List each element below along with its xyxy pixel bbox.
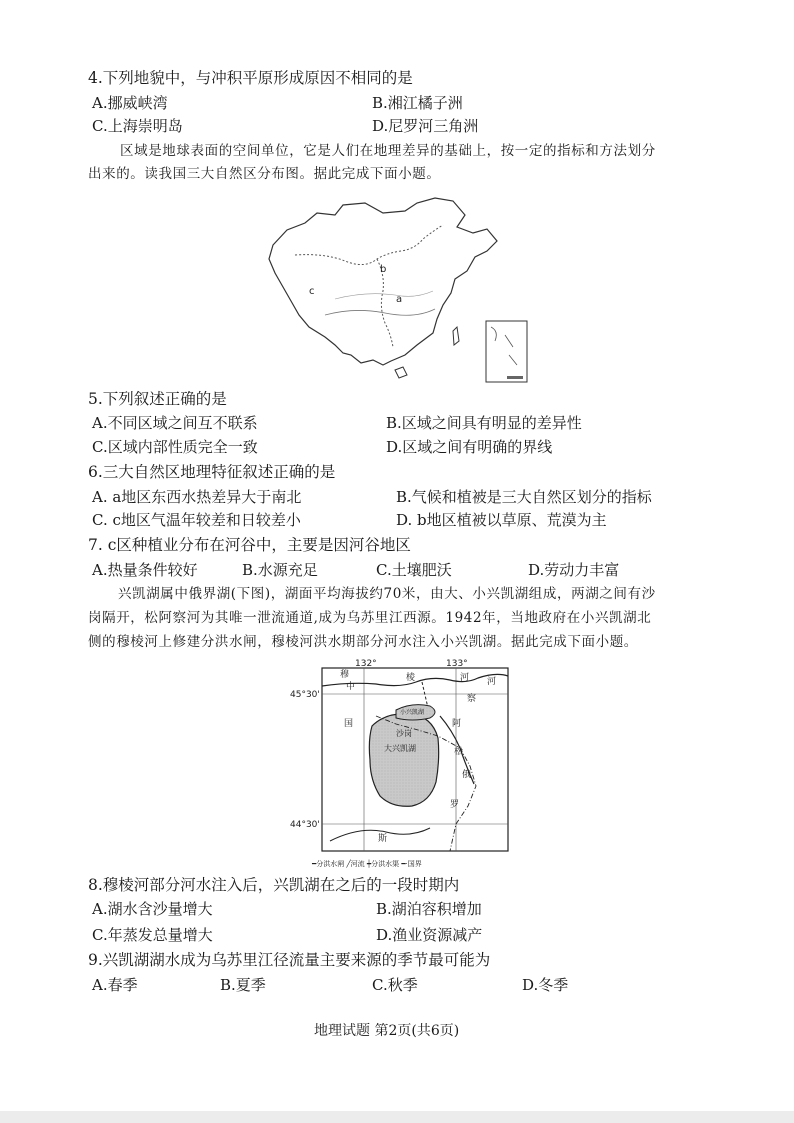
china-outline <box>269 198 497 365</box>
q6-stem: 6.三大自然区地理特征叙述正确的是 <box>88 463 336 481</box>
lat-label-4530: 45°30' <box>290 690 320 700</box>
inner-river-1 <box>325 309 435 315</box>
q6-option-c: C. c地区气温年较差和日较差小 <box>92 511 301 529</box>
inset-coastline <box>491 327 517 365</box>
lon-label-133: 133° <box>446 659 468 669</box>
map2-legend: ━分洪水闸 ╱河流 ┿分洪水渠 ━·国界 <box>312 860 422 868</box>
inner-river-2 <box>335 291 433 299</box>
passage2-line3: 侧的穆棱河上修建分洪水闸，穆棱河洪水期部分河水注入小兴凯湖。据此完成下面小题。 <box>88 634 638 650</box>
q5-option-c: C.区域内部性质完全一致 <box>92 438 258 456</box>
label-he-1: 河 <box>460 673 470 683</box>
q8-option-c: C.年蒸发总量增大 <box>92 926 213 944</box>
q4-option-b: B.湘江橘子洲 <box>372 94 463 112</box>
q6-option-d: D. b地区植被以草原、荒漠为主 <box>396 511 607 529</box>
q8-option-a: A.湖水含沙量增大 <box>92 900 213 918</box>
label-cha: 察 <box>467 694 477 704</box>
label-shagang: 沙岗 <box>396 729 412 738</box>
q7-option-a: A.热量条件较好 <box>92 561 198 579</box>
label-xiao-xingkai: 小兴凯湖 <box>400 709 425 716</box>
q6-option-b: B.气候和植被是三大自然区划分的指标 <box>396 488 652 506</box>
region-boundary-north <box>295 225 443 265</box>
passage2-line2: 岗隔开，松阿察河为其唯一泄流通道,成为乌苏里江西源。1942年，当地政府在小兴凯湖北 <box>88 610 652 626</box>
q5-option-d: D.区域之间有明确的界线 <box>386 438 553 456</box>
q7-option-b: B.水源充足 <box>242 561 318 579</box>
taiwan-island <box>453 327 459 345</box>
label-da-xingkai: 大兴凯湖 <box>384 744 416 753</box>
south-china-sea-inset <box>486 321 527 382</box>
label-a: 阿 <box>452 719 462 729</box>
q4-stem: 4.下列地貌中，与冲积平原形成原因不相同的是 <box>88 69 413 87</box>
q9-option-a: A.春季 <box>92 976 138 994</box>
label-guo: 国 <box>344 719 354 729</box>
lat-label-4430: 44°30' <box>290 820 320 830</box>
label-mu: 穆 <box>340 670 350 680</box>
q6-option-a: A. a地区东西水热差异大于南北 <box>92 488 302 506</box>
label-si: 斯 <box>378 834 388 844</box>
page-bottom-edge <box>0 1111 794 1123</box>
q9-option-d: D.冬季 <box>522 976 569 994</box>
q7-stem: 7. c区种植业分布在河谷中，主要是因河谷地区 <box>88 536 411 554</box>
map1-label-a: a <box>396 294 403 305</box>
q5-option-a: A.不同区域之间互不联系 <box>92 414 258 432</box>
passage2-line1: 兴凯湖属中俄界湖(下图)，湖面平均海拔约70米，由大、小兴凯湖组成，两湖之间有沙 <box>118 586 656 602</box>
label-song: 松 <box>454 747 464 757</box>
xingkai-lake-map <box>290 656 520 870</box>
inset-scale-bar <box>507 376 523 379</box>
q8-option-b: B.湖泊容积增加 <box>376 900 482 918</box>
q4-option-d: D.尼罗河三角洲 <box>372 117 479 135</box>
map1-label-b: b <box>380 264 387 275</box>
q8-option-d: D.渔业资源减产 <box>376 926 483 944</box>
q9-option-b: B.夏季 <box>220 976 266 994</box>
big-xingkai-lake <box>369 714 438 807</box>
q5-stem: 5.下列叙述正确的是 <box>88 390 227 408</box>
q5-option-b: B.区域之间具有明显的差异性 <box>386 414 582 432</box>
passage1-line2: 出来的。读我国三大自然区分布图。据此完成下面小题。 <box>88 166 441 182</box>
map1-label-c: c <box>309 286 315 297</box>
label-e: 俄 <box>462 770 472 780</box>
page-footer: 地理试题 第2页(共6页) <box>314 1023 460 1039</box>
passage1-line1: 区域是地球表面的空间单位，它是人们在地理差异的基础上，按一定的指标和方法划分 <box>120 143 656 159</box>
q4-option-c: C.上海崇明岛 <box>92 117 183 135</box>
label-zhong: 中 <box>346 682 356 692</box>
q7-option-c: C.土壤肥沃 <box>376 561 452 579</box>
label-luo: 罗 <box>450 800 460 810</box>
hainan-island <box>395 367 407 378</box>
label-he-2: 河 <box>487 677 497 687</box>
q7-option-d: D.劳动力丰富 <box>528 561 620 579</box>
china-natural-regions-map <box>265 195 535 390</box>
lon-label-132: 132° <box>355 659 377 669</box>
q9-option-c: C.秋季 <box>372 976 418 994</box>
q4-option-a: A.挪威峡湾 <box>92 94 168 112</box>
q9-stem: 9.兴凯湖湖水成为乌苏里江径流量主要来源的季节最可能为 <box>88 951 491 969</box>
label-ling: 棱 <box>406 673 416 683</box>
q8-stem: 8.穆棱河部分河水注入后，兴凯湖在之后的一段时期内 <box>88 876 460 894</box>
diversion-canal <box>422 682 428 708</box>
